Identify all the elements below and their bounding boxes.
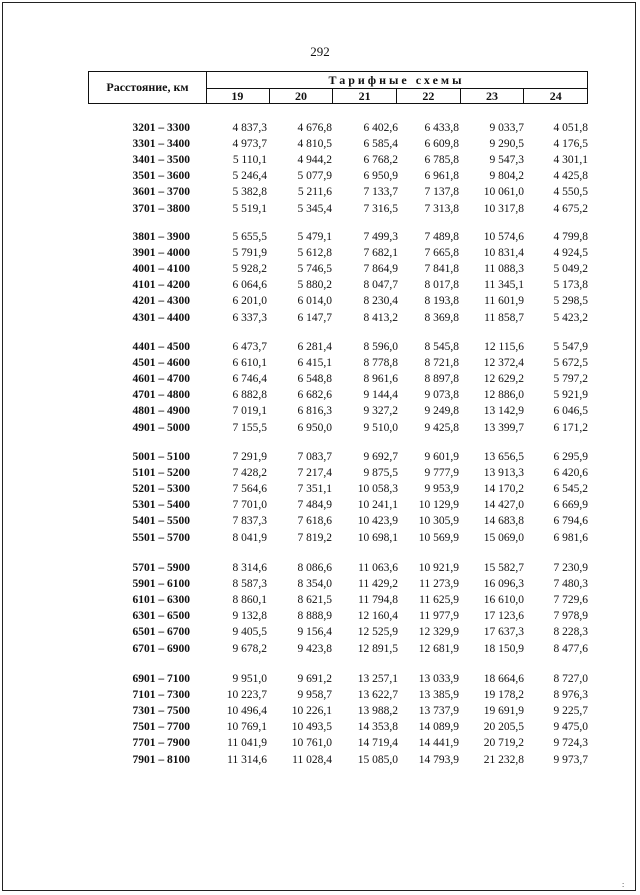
tariff-value: 6 473,7 [232,341,267,353]
table-row [0,154,640,170]
tariff-value: 7 155,5 [232,421,267,434]
tariff-value: 8 086,6 [297,562,332,574]
tariff-value: 9 405,5 [232,626,267,639]
tariff-value: 13 142,9 [483,405,524,418]
tariff-value: 7 682,1 [363,247,398,260]
tariff-value: 6 171,2 [553,421,588,434]
tariff-value: 8 047,7 [363,279,398,292]
table-row [0,138,640,154]
tariff-value: 11 314,6 [227,753,267,766]
table-row [0,643,640,659]
tariff-value: 5 672,5 [553,357,588,370]
tariff-value: 6 669,9 [553,499,588,512]
tariff-value: 12 160,4 [357,610,398,623]
tariff-value: 10 493,5 [291,721,332,734]
tariff-value: 6 950,9 [363,170,398,183]
table-row [0,737,640,753]
tariff-value: 7 480,3 [553,578,588,591]
tariff-value: 12 629,2 [483,373,524,386]
tariff-value: 6 585,4 [363,138,398,151]
tariff-value: 9 033,7 [489,122,524,134]
tariff-value: 11 858,7 [484,311,524,324]
distance-range: 6501 – 6700 [132,626,190,639]
tariff-value: 14 719,4 [357,737,398,750]
tariff-value: 14 089,9 [418,721,459,734]
tariff-value: 9 875,5 [363,467,398,480]
distance-range: 5301 – 5400 [132,499,190,512]
tariff-value: 7 230,9 [553,562,588,574]
tariff-value: 10 831,4 [483,247,524,260]
distance-range: 5901 – 6100 [132,578,190,591]
tariff-value: 6 981,6 [553,531,588,544]
tariff-value: 7 564,6 [232,483,267,496]
tariff-value: 5 211,6 [297,186,332,199]
tariff-value: 13 033,9 [418,673,459,685]
tariff-value: 4 301,1 [553,154,588,167]
tariff-value: 17 637,3 [483,626,524,639]
table-row [0,263,640,279]
tariff-value: 5 298,5 [553,295,588,308]
tariff-value: 6 415,1 [297,357,332,370]
distance-range: 4301 – 4400 [132,311,190,324]
table-row [0,357,640,373]
tariff-value: 4 051,8 [553,122,588,134]
distance-range: 7101 – 7300 [132,689,190,702]
table-row [0,373,640,389]
tariff-value: 6 785,8 [424,154,459,167]
table-row [0,532,640,548]
tariff-value: 7 291,9 [232,451,267,463]
tariff-value: 6 794,6 [553,515,588,528]
tariff-value: 8 477,6 [553,642,588,655]
tariff-value: 7 428,2 [232,467,267,480]
tariff-value: 8 727,0 [553,673,588,685]
table-row [0,689,640,705]
distance-range: 4901 – 5000 [132,421,190,434]
tariff-value: 12 891,5 [357,642,398,655]
distance-range: 4601 – 4700 [132,373,190,386]
table-row [0,578,640,594]
tariff-value: 18 664,6 [483,673,524,685]
tariff-value: 5 746,5 [297,263,332,276]
table-row [0,231,640,247]
tariff-value: 16 096,3 [483,578,524,591]
corner-mark: : [622,880,625,889]
distance-range: 6301 – 6500 [132,610,190,623]
tariff-value: 4 675,2 [553,202,588,215]
tariff-value: 10 241,1 [357,499,398,512]
table-row [0,451,640,467]
tariff-value: 14 683,8 [483,515,524,528]
tariff-value: 6 882,8 [232,389,267,402]
tariff-value: 6 402,6 [363,122,398,134]
tariff-value: 7 618,6 [297,515,332,528]
tariff-value: 8 545,8 [424,341,459,353]
tariff-value: 13 399,7 [483,421,524,434]
tariff-value: 6 014,0 [297,295,332,308]
scheme-column-header: 20 [270,89,334,104]
tariff-value: 5 791,9 [232,247,267,260]
tariff-value: 8 587,3 [232,578,267,591]
tariff-value: 12 372,4 [483,357,524,370]
tariff-value: 10 317,8 [483,202,524,215]
tariff-value: 11 625,9 [419,594,459,607]
tariff-value: 4 944,2 [297,154,332,167]
tariff-value: 5 880,2 [297,279,332,292]
distance-range: 4101 – 4200 [132,279,190,292]
tariff-value: 10 921,9 [418,562,459,574]
tariff-value: 9 327,2 [363,405,398,418]
tariff-value: 19 178,2 [483,689,524,702]
table-row [0,721,640,737]
tariff-value: 9 692,7 [363,451,398,463]
tariff-value: 12 329,9 [418,626,459,639]
table-row [0,673,640,689]
tariff-value: 7 729,6 [553,594,588,607]
tariff-value: 6 147,7 [297,311,332,324]
tariff-value: 13 656,5 [483,451,524,463]
tariff-value: 8 017,8 [424,279,459,292]
scheme-column-header: 22 [397,89,461,104]
tariff-value: 6 420,6 [553,467,588,480]
tariff-value: 10 223,7 [226,689,267,702]
tariff-value: 4 924,5 [553,247,588,260]
tariff-value: 11 977,9 [419,610,459,623]
tariff-value: 18 150,9 [483,642,524,655]
distance-range: 7701 – 7900 [132,737,190,750]
tariff-value: 13 622,7 [357,689,398,702]
tariff-value: 11 088,3 [484,263,524,276]
tariff-value: 12 886,0 [483,389,524,402]
tariff-value: 5 382,8 [232,186,267,199]
tariff-value: 5 928,2 [232,263,267,276]
distance-range: 6101 – 6300 [132,594,190,607]
tariff-value: 4 425,8 [553,170,588,183]
tariff-value: 14 170,2 [483,483,524,496]
tariff-value: 5 612,8 [297,247,332,260]
tariff-value: 9 601,9 [424,451,459,463]
tariff-value: 20 719,2 [483,737,524,750]
tariff-value: 10 423,9 [357,515,398,528]
tariff-value: 11 028,4 [292,753,332,766]
tariff-value: 7 133,7 [363,186,398,199]
tariff-value: 8 314,6 [232,562,267,574]
table-row [0,389,640,405]
tariff-value: 10 061,0 [483,186,524,199]
tariff-value: 9 804,2 [489,170,524,183]
distance-range: 3901 – 4000 [132,247,190,260]
tariff-value: 9 073,8 [424,389,459,402]
tariff-value: 13 737,9 [418,705,459,718]
tariff-value: 9 510,0 [363,421,398,434]
tariff-value: 8 888,9 [297,610,332,623]
tariff-value: 14 427,0 [483,499,524,512]
tariff-value: 13 257,1 [357,673,398,685]
tariff-value: 12 681,9 [418,642,459,655]
tariff-value: 7 665,8 [424,247,459,260]
tariff-value: 10 305,9 [418,515,459,528]
tariff-value: 4 810,5 [297,138,332,151]
tariff-value: 14 441,9 [418,737,459,750]
tariff-value: 8 596,0 [363,341,398,353]
distance-range: 3301 – 3400 [132,138,190,151]
tariff-value: 8 621,5 [297,594,332,607]
tariff-value: 4 550,5 [553,186,588,199]
tariff-value: 8 897,8 [424,373,459,386]
tariff-value: 9 547,3 [489,154,524,167]
table-row [0,170,640,186]
distance-range: 3201 – 3300 [132,122,190,134]
table-row [0,610,640,626]
tariff-value: 7 351,1 [297,483,332,496]
tariff-value: 5 547,9 [553,341,588,353]
tariff-value: 9 475,0 [553,721,588,734]
tariff-value: 8 354,0 [297,578,332,591]
tariff-value: 9 691,2 [297,673,332,685]
tariff-value: 11 273,9 [419,578,459,591]
tariff-value: 15 582,7 [483,562,524,574]
distance-range: 5201 – 5300 [132,483,190,496]
tariff-value: 7 316,5 [363,202,398,215]
tariff-value: 9 249,8 [424,405,459,418]
tariff-value: 9 724,3 [553,737,588,750]
distance-range: 6901 – 7100 [132,673,190,685]
table-row [0,626,640,642]
tariff-value: 6 433,8 [424,122,459,134]
tariff-value: 6 768,2 [363,154,398,167]
tariff-value: 13 913,3 [483,467,524,480]
tariff-value: 6 281,4 [297,341,332,353]
tariff-value: 13 385,9 [418,689,459,702]
tariff-value: 7 217,4 [297,467,332,480]
tariff-value: 5 345,4 [297,202,332,215]
tariff-value: 8 193,8 [424,295,459,308]
tariff-value: 5 921,9 [553,389,588,402]
tariff-value: 4 799,8 [553,231,588,243]
tariff-value: 10 058,3 [357,483,398,496]
tariff-value: 10 226,1 [291,705,332,718]
tariff-value: 11 345,1 [484,279,524,292]
tariff-value: 9 225,7 [553,705,588,718]
tariff-value: 12 525,9 [357,626,398,639]
tariff-value: 10 769,1 [226,721,267,734]
tariff-value: 10 698,1 [357,531,398,544]
tariff-value: 5 479,1 [297,231,332,243]
tariff-value: 8 413,2 [363,311,398,324]
tariff-value: 6 950,0 [297,421,332,434]
tariff-value: 16 610,0 [483,594,524,607]
distance-column-header: Расстояние, км [89,72,207,103]
tariff-value: 6 610,1 [232,357,267,370]
table-row [0,279,640,295]
table-row [0,499,640,515]
tariff-value: 5 423,2 [553,311,588,324]
tariff-value: 10 574,6 [483,231,524,243]
tariff-value: 8 778,8 [363,357,398,370]
tariff-value: 10 761,0 [291,737,332,750]
tariff-value: 8 721,8 [424,357,459,370]
distance-range: 5101 – 5200 [132,467,190,480]
tariff-value: 8 961,6 [363,373,398,386]
tariff-value: 9 425,8 [424,421,459,434]
tariff-value: 10 569,9 [418,531,459,544]
tariff-value: 12 115,6 [484,341,524,353]
tariff-value: 17 123,6 [483,610,524,623]
tariff-value: 9 144,4 [363,389,398,402]
tariff-value: 7 701,0 [232,499,267,512]
tariff-value: 8 369,8 [424,311,459,324]
table-row [0,754,640,770]
tariff-value: 7 489,8 [424,231,459,243]
table-row [0,515,640,531]
tariff-value: 6 609,8 [424,138,459,151]
tariff-value: 11 063,6 [358,562,398,574]
tariff-value: 7 841,8 [424,263,459,276]
tariff-value: 9 423,8 [297,642,332,655]
table-row [0,312,640,328]
tariff-value: 5 519,1 [232,202,267,215]
tariff-value: 9 132,8 [232,610,267,623]
table-row [0,341,640,357]
tariff-value: 7 978,9 [553,610,588,623]
distance-range: 7501 – 7700 [132,721,190,734]
tariff-value: 9 156,4 [297,626,332,639]
distance-range: 5501 – 5700 [132,531,190,544]
tariff-value: 9 290,5 [489,138,524,151]
tariff-value: 21 232,8 [483,753,524,766]
tariff-value: 9 777,9 [424,467,459,480]
table-row [0,483,640,499]
tariff-schemes-header: Тарифные схемы [328,73,465,87]
scheme-column-header: 19 [206,89,270,104]
tariff-value: 4 176,5 [553,138,588,151]
distance-range: 4801 – 4900 [132,405,190,418]
table-row [0,422,640,438]
tariff-value: 14 353,8 [357,721,398,734]
tariff-value: 4 676,8 [297,122,332,134]
tariff-value: 5 077,9 [297,170,332,183]
tariff-value: 5 110,1 [232,154,267,167]
distance-range: 5001 – 5100 [132,451,190,463]
distance-range: 4501 – 4600 [132,357,190,370]
tariff-value: 6 046,5 [553,405,588,418]
tariff-value: 8 228,3 [553,626,588,639]
scheme-column-header: 21 [333,89,397,104]
tariff-value: 5 655,5 [232,231,267,243]
distance-range: 7901 – 8100 [132,753,190,766]
distance-range: 4401 – 4500 [132,341,190,353]
tariff-value: 20 205,5 [483,721,524,734]
distance-range: 3401 – 3500 [132,154,190,167]
distance-range: 3601 – 3700 [132,186,190,199]
tariff-value: 11 041,9 [227,737,267,750]
table-row [0,295,640,311]
tariff-value: 6 337,3 [232,311,267,324]
distance-range: 5401 – 5500 [132,515,190,528]
tariff-value: 5 173,8 [553,279,588,292]
distance-range: 4201 – 4300 [132,295,190,308]
table-row [0,405,640,421]
tariff-value: 8 860,1 [232,594,267,607]
table-row [0,247,640,263]
tariff-value: 9 951,0 [232,673,267,685]
table-row [0,594,640,610]
tariff-value: 5 049,2 [553,263,588,276]
tariff-value: 7 484,9 [297,499,332,512]
tariff-value: 9 953,9 [424,483,459,496]
page-number: 292 [310,44,330,59]
distance-range: 6701 – 6900 [132,642,190,655]
tariff-value: 11 429,2 [358,578,398,591]
tariff-value: 7 864,9 [363,263,398,276]
tariff-value: 6 682,6 [297,389,332,402]
tariff-value: 6 961,8 [424,170,459,183]
tariff-value: 10 129,9 [418,499,459,512]
tariff-value: 15 085,0 [357,753,398,766]
distance-range: 3701 – 3800 [132,202,190,215]
table-row [0,705,640,721]
tariff-value: 19 691,9 [483,705,524,718]
tariff-value: 6 548,8 [297,373,332,386]
tariff-value: 7 499,3 [363,231,398,243]
tariff-value: 10 496,4 [226,705,267,718]
table-row [0,467,640,483]
table-row [0,122,640,138]
table-row [0,186,640,202]
tariff-value: 7 083,7 [297,451,332,463]
tariff-value: 6 201,0 [232,295,267,308]
tariff-value: 11 794,8 [358,594,398,607]
tariff-value: 7 313,8 [424,202,459,215]
tariff-value: 8 041,9 [232,531,267,544]
tariff-value: 14 793,9 [418,753,459,766]
tariff-value: 11 601,9 [484,295,524,308]
scheme-column-header: 24 [549,89,562,103]
tariff-value: 7 019,1 [232,405,267,418]
tariff-value: 6 545,2 [553,483,588,496]
tariff-value: 7 819,2 [297,531,332,544]
tariff-value: 7 837,3 [232,515,267,528]
tariff-value: 4 837,3 [232,122,267,134]
tariff-value: 7 137,8 [424,186,459,199]
distance-range: 4001 – 4100 [132,263,190,276]
distance-range: 7301 – 7500 [132,705,190,718]
distance-range: 3801 – 3900 [132,231,190,243]
tariff-value: 5 246,4 [232,170,267,183]
tariff-value: 8 976,3 [553,689,588,702]
tariff-value: 15 069,0 [483,531,524,544]
tariff-value: 8 230,4 [363,295,398,308]
tariff-value: 9 958,7 [297,689,332,702]
tariff-value: 9 973,7 [553,753,588,766]
table-row [0,562,640,578]
distance-range: 3501 – 3600 [132,170,190,183]
tariff-value: 6 816,3 [297,405,332,418]
distance-range: 4701 – 4800 [132,389,190,402]
tariff-value: 5 797,2 [553,373,588,386]
tariff-value: 4 973,7 [232,138,267,151]
tariff-value: 13 988,2 [357,705,398,718]
tariff-value: 6 295,9 [553,451,588,463]
tariff-value: 6 746,4 [232,373,267,386]
table-row [0,203,640,219]
tariff-value: 9 678,2 [232,642,267,655]
tariff-value: 6 064,6 [232,279,267,292]
distance-range: 5701 – 5900 [132,562,190,574]
scheme-column-header: 23 [461,89,525,104]
